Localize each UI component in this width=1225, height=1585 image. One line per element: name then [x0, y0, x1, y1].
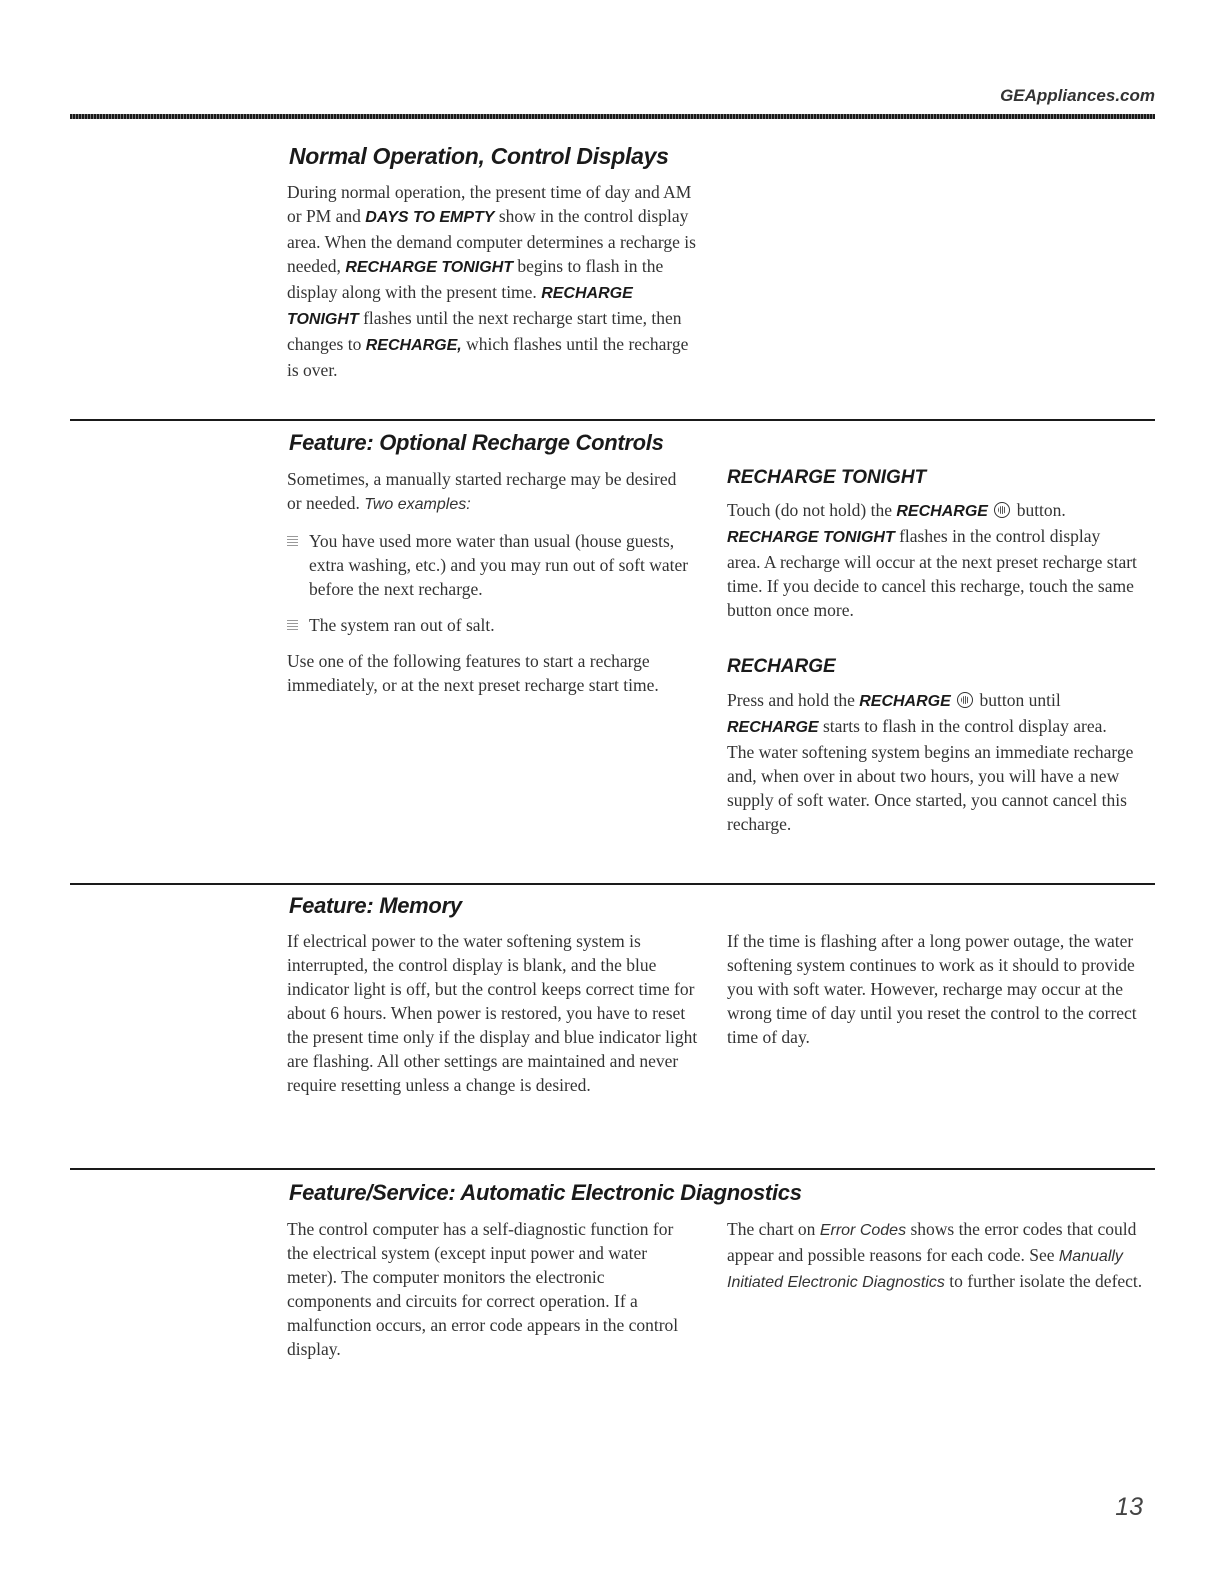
recharge-tonight-title: RECHARGE TONIGHT: [727, 467, 927, 488]
diagnostics-heading: Feature/Service: Automatic Electronic Diagnostics: [289, 1180, 802, 1205]
recharge-title: RECHARGE: [727, 656, 836, 677]
recharge-button-icon: [957, 692, 973, 708]
memory-right-text: If the time is flashing after a long power outage, the water softening system continues to work as it should to provide you with soft water. However, recharge may occur at the wrong time of day until you reset the control to the correct time of day.: [727, 931, 1137, 1047]
recharge-text: Press and hold the RECHARGE button until RECHARGE starts to flash in the control display area. The water softening system begins an immediate recharge and, when over in about two hours, you will have a new supply of soft water. Once started, you cannot cancel this recharge.: [727, 690, 1134, 834]
memory-left-text: If electrical power to the water softening system is interrupted, the control display is blank, and the blue indicator light is off, but the control keeps correct time for about 6 hours. When power is restored, you have to reset the present time only if the display and blue indicator light are flashing. All other settings are maintained and never require resetting unless a change is desired.: [287, 931, 698, 1095]
section-divider: [70, 883, 1155, 885]
bullet-item: The system ran out of salt.: [287, 613, 692, 637]
recharge-tonight-text: Touch (do not hold) the RECHARGE button. RECHARGE TONIGHT flashes in the control display area. A recharge will occur at the next preset recharge start time. If you decide to cancel this recharge, touch the same button once more.: [727, 500, 1137, 620]
bullet-icon: [287, 619, 298, 630]
diagnostics-left-text: The control computer has a self-diagnostic function for the electrical system (except input power and water meter). The computer monitors the electronic components and circuits for correct operation. If a malfunction occurs, an error code appears in the control display.: [287, 1219, 679, 1359]
diagnostics-right-text: The chart on Error Codes shows the error codes that could appear and possible reasons for each code. See Manually Initiated Electronic Diagnostics to further isolate the defect.: [727, 1219, 1143, 1291]
normal-operation-text: During normal operation, the present time of day and AM or PM and DAYS TO EMPTY show in the control display area. When the demand computer determines a recharge is needed, RECHARGE TONIGHT begins to flash in the display along with the present time. RECHARGE TONIGHT flashes until the next recharge start time, then changes to RECHARGE, which flashes until the recharge is over.: [287, 182, 696, 380]
page-number: 13: [1115, 1493, 1143, 1521]
optional-recharge-intro: Sometimes, a manually started recharge may be desired or needed. Two examples:: [287, 469, 677, 513]
normal-operation-heading: Normal Operation, Control Displays: [289, 143, 669, 169]
optional-recharge-left-column: [287, 467, 692, 709]
bullet-item: You have used more water than usual (house guests, extra washing, etc.) and you may run out of soft water before the next recharge.: [287, 529, 692, 601]
optional-recharge-heading: Feature: Optional Recharge Controls: [289, 430, 664, 455]
optional-recharge-use: Use one of the following features to start a recharge immediately, or at the next preset recharge start time.: [287, 651, 659, 695]
recharge-button-icon: [994, 502, 1010, 518]
memory-heading: Feature: Memory: [289, 893, 462, 918]
bullet-icon: [287, 535, 298, 546]
section-divider: [70, 419, 1155, 421]
section-divider: [70, 1168, 1155, 1170]
header-rule: [70, 114, 1155, 119]
site-url: GEAppliances.com: [1000, 86, 1155, 105]
